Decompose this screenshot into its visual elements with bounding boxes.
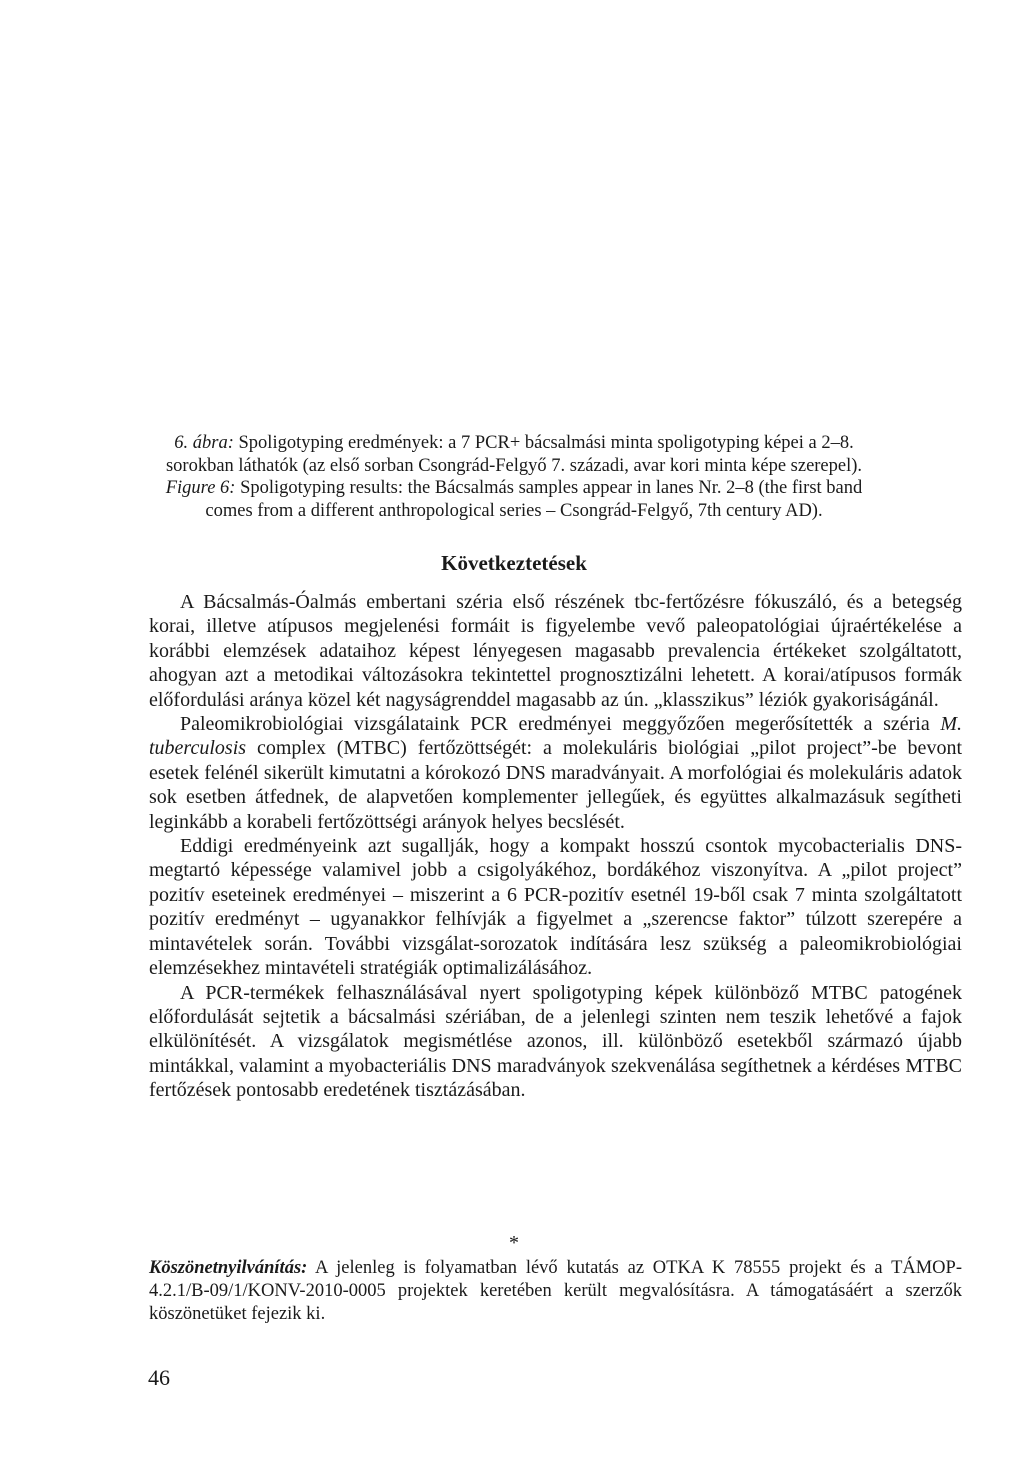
section-separator: * — [509, 1232, 519, 1254]
paragraph-4: A PCR-termékek felhasználásával nyert spoligotyping képek különböző MTBC patogének előfordulását sejtetik a bácsalmási szériában, de a jelenlegi szinten nem teszik lehetővé a fajok elkülönítését. A vizsgálatok megismétlése azonos, ill. különböző esetekből származó újabb mintákkal, valamint a myobacteriális DNS maradványok szekvenálása segíthetnek a kérdéses MTBC fertőzések pontosabb eredetének tisztázásában. — [149, 981, 962, 1102]
acknowledgement — [149, 1257, 962, 1325]
figure-image-area — [148, 70, 876, 415]
acknowledgement-label: Köszönetnyilvánítás: — [149, 1258, 308, 1278]
caption-text-hu: Spoligotyping eredmények: a 7 PCR+ bácsalmási minta spoligotyping képei a 2–8. sorokban láthatók (az első sorban Csongrád-Felgyő 7. századi, avar kori minta képe szerepel). — [165, 433, 863, 476]
figure-caption — [150, 432, 878, 522]
species-name: M. tuberculosis — [149, 713, 962, 760]
caption-label-en: Figure 6: — [165, 478, 236, 498]
caption-label-hu: 6. ábra: — [174, 433, 234, 453]
paragraph-1: A Bácsalmás-Óalmás embertani széria első részének tbc-fertőzésre fókuszáló, és a betegség korai, illetve atípusos megjelenési formáit is figyelembe vevő paleopatológiai újraértékelése a korábbi elemzések adataihoz képest lényegesen magasabb prevalencia értékeket szolgáltatott, ahogyan azt a metodikai változásokra tekintettel prognosztizálni lehetett. A korai/atípusos formák előfordulási aránya közel két nagyságrenddel magasabb az ún. „klasszikus” léziók gyakoriságánál. — [149, 591, 962, 711]
page-number: 46 — [148, 1365, 170, 1390]
paragraph-2 — [149, 712, 962, 834]
paragraph-2-end: complex (MTBC) fertőzöttségét: a molekuláris biológiai „pilot project”-be bevont esetek felénél sikerült kimutatni a kórokozó DNS maradványait. A morfológiai és molekuláris adatok sok esetben átfednek, de alapvetően komplementer jellegűek, és együttes alkalmazásuk segítheti leginkább a korabeli fertőzöttségi arányok helyes becslését. — [149, 737, 962, 833]
acknowledgement-text: A jelenleg is folyamatban lévő kutatás az OTKA K 78555 projekt és a TÁMOP-4.2.1/B-09/1/KONV-2010-0005 projektek keretében került megvalósításra. A támogatásáért a szerzők köszönetüket fejezik ki. — [149, 1258, 962, 1324]
section-body — [149, 590, 962, 1103]
paragraph-2-start: Paleomikrobiológiai vizsgálataink PCR eredményei meggyőzően megerősítették a széria — [180, 713, 941, 736]
caption-text-en: Spoligotyping results: the Bácsalmás samples appear in lanes Nr. 2–8 (the first band comes from a different anthropological series – Csongrád-Felgyő, 7th century AD). — [205, 478, 863, 521]
section-heading: Következtetések — [441, 551, 587, 575]
paragraph-3: Eddigi eredményeink azt sugallják, hogy a kompakt hosszú csontok mycobacterialis DNS-megtartó képessége valamivel jobb a csigolyákéhoz, bordákéhoz viszonyítva. A „pilot project” pozitív eseteinek eredményei – miszerint a 6 PCR-pozitív esetnél 19-ből csak 7 minta szolgáltatott pozitív eredményt – ugyanakkor felhívják a figyelmet a „szerencse faktor” túlzott szerepére a mintavételek során. További vizsgálat-sorozatok indítására lesz szükség a paleomikrobiológiai elemzésekhez mintavételi stratégiák optimalizálásához. — [149, 835, 962, 980]
